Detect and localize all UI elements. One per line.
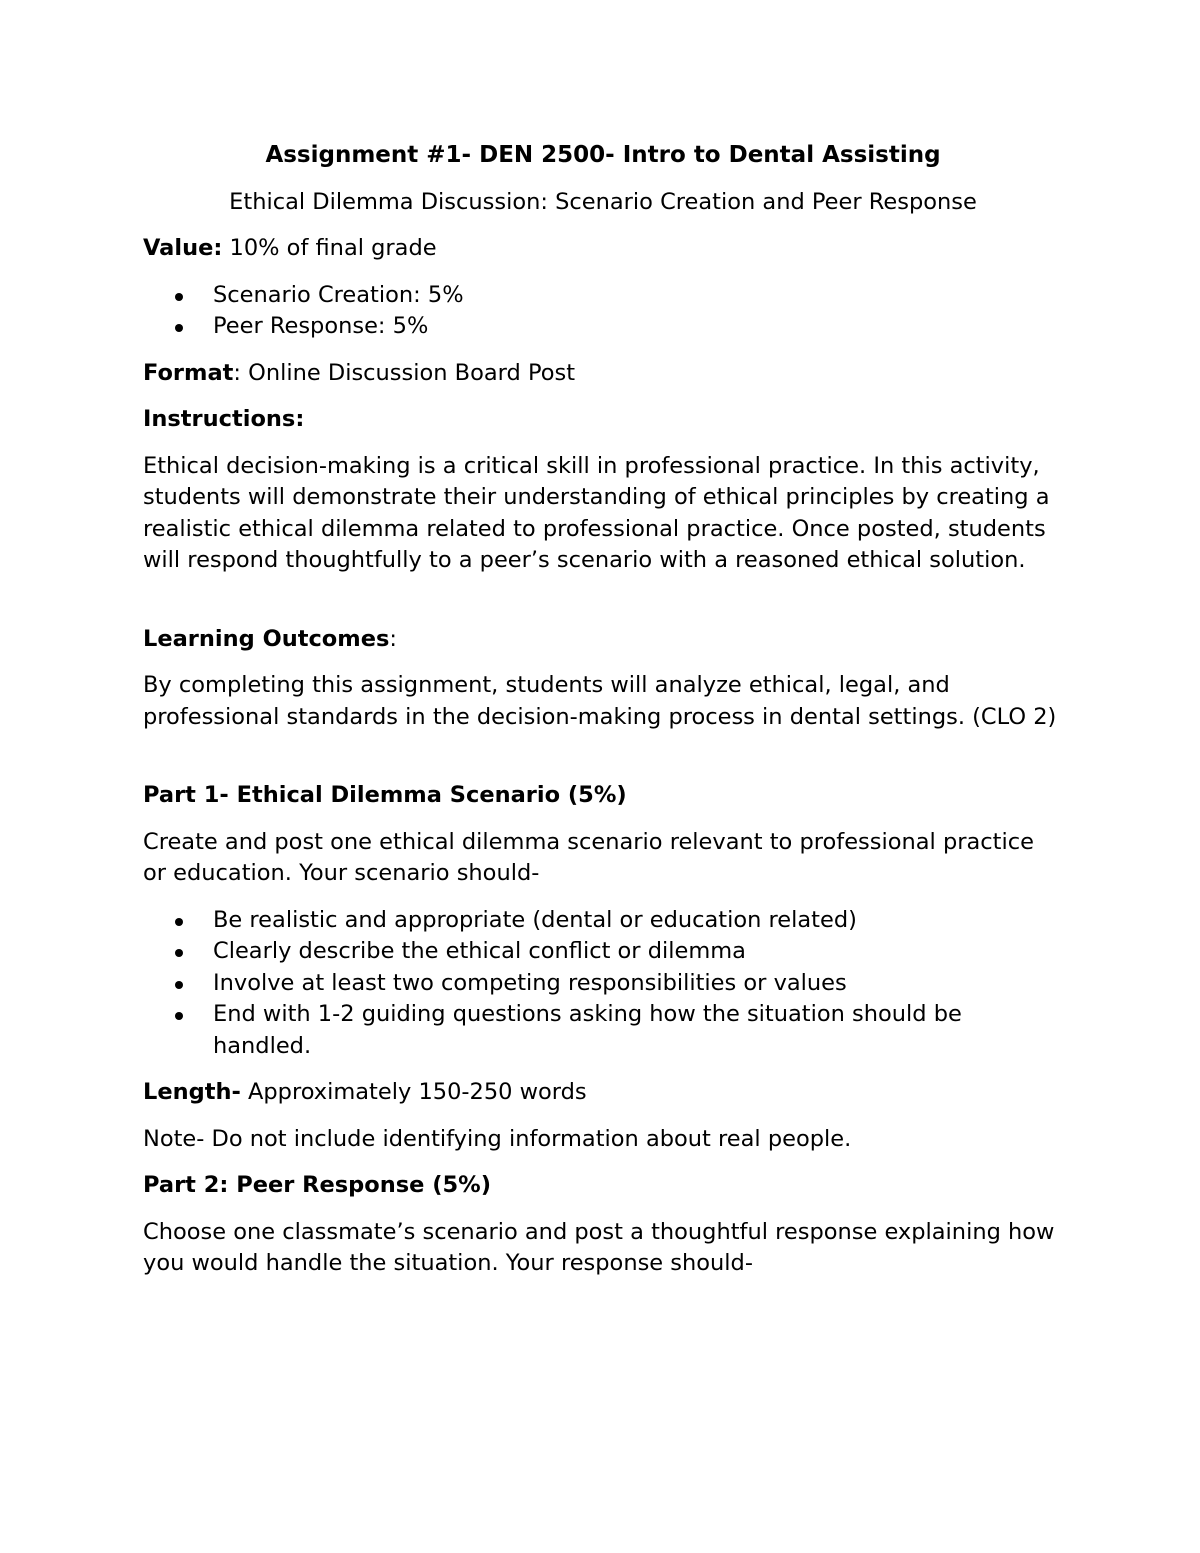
part1-intro: Create and post one ethical dilemma scenario relevant to professional practice or education. Your scenario should- (143, 828, 1034, 886)
value-line (143, 233, 1063, 265)
format-text: : Online Discussion Board Post (233, 359, 576, 386)
format-line (143, 358, 1063, 390)
length-text: Approximately 150-250 words (240, 1079, 587, 1105)
bullet-icon (175, 293, 183, 301)
document-title: Assignment #1- DEN 2500- Intro to Dental Assisting (265, 142, 941, 168)
value-text: 10% of final grade (222, 235, 437, 261)
list-item: Clearly describe the ethical conflict or dilemma (143, 936, 1063, 968)
instructions-heading: Instructions: (143, 406, 305, 432)
bullet-icon (175, 981, 183, 989)
learning-outcomes-heading: Learning Outcomes: (143, 625, 397, 652)
length-label: Length- (143, 1079, 241, 1105)
bullet-icon (175, 324, 183, 332)
part1-heading: Part 1- Ethical Dilemma Scenario (5%) (143, 782, 627, 808)
list-item: Be realistic and appropriate (dental or education related) (143, 905, 1063, 937)
bullet-icon (175, 1012, 183, 1020)
list-item: Scenario Creation: 5% (143, 280, 1063, 312)
document-page (143, 140, 1063, 1280)
part2-intro: Choose one classmate’s scenario and post a thoughtful response explaining how you would handle the situation. Your response should- (143, 1218, 1055, 1276)
value-list (143, 280, 1063, 343)
part2-heading: Part 2: Peer Response (5%) (143, 1172, 491, 1198)
bullet-icon (175, 949, 183, 957)
list-item: Involve at least two competing responsibilities or values (143, 968, 1063, 1000)
part1-list (143, 905, 1063, 1063)
bullet-icon (175, 918, 183, 926)
format-label: Format (143, 359, 234, 386)
learning-outcomes-body: By completing this assignment, students will analyze ethical, legal, and professional standards in the decision-making process in dental settings. (CLO 2) (143, 672, 1057, 730)
note-line: Note- Do not include identifying information about real people. (143, 1125, 852, 1152)
value-label: Value: (143, 235, 223, 261)
instructions-body: Ethical decision-making is a critical skill in professional practice. In this activity, students will demonstrate their understanding of ethical principles by creating a realistic ethical dilemma related to professional practice. Once posted, students will respond thoughtfully to a peer’s scenario with a reasoned ethical solution. (143, 452, 1050, 573)
list-item: Peer Response: 5% (143, 311, 1063, 343)
length-line (143, 1077, 1063, 1109)
list-item: End with 1-2 guiding questions asking how the situation should be handled. (143, 999, 1063, 1062)
document-subtitle: Ethical Dilemma Discussion: Scenario Creation and Peer Response (229, 188, 977, 215)
